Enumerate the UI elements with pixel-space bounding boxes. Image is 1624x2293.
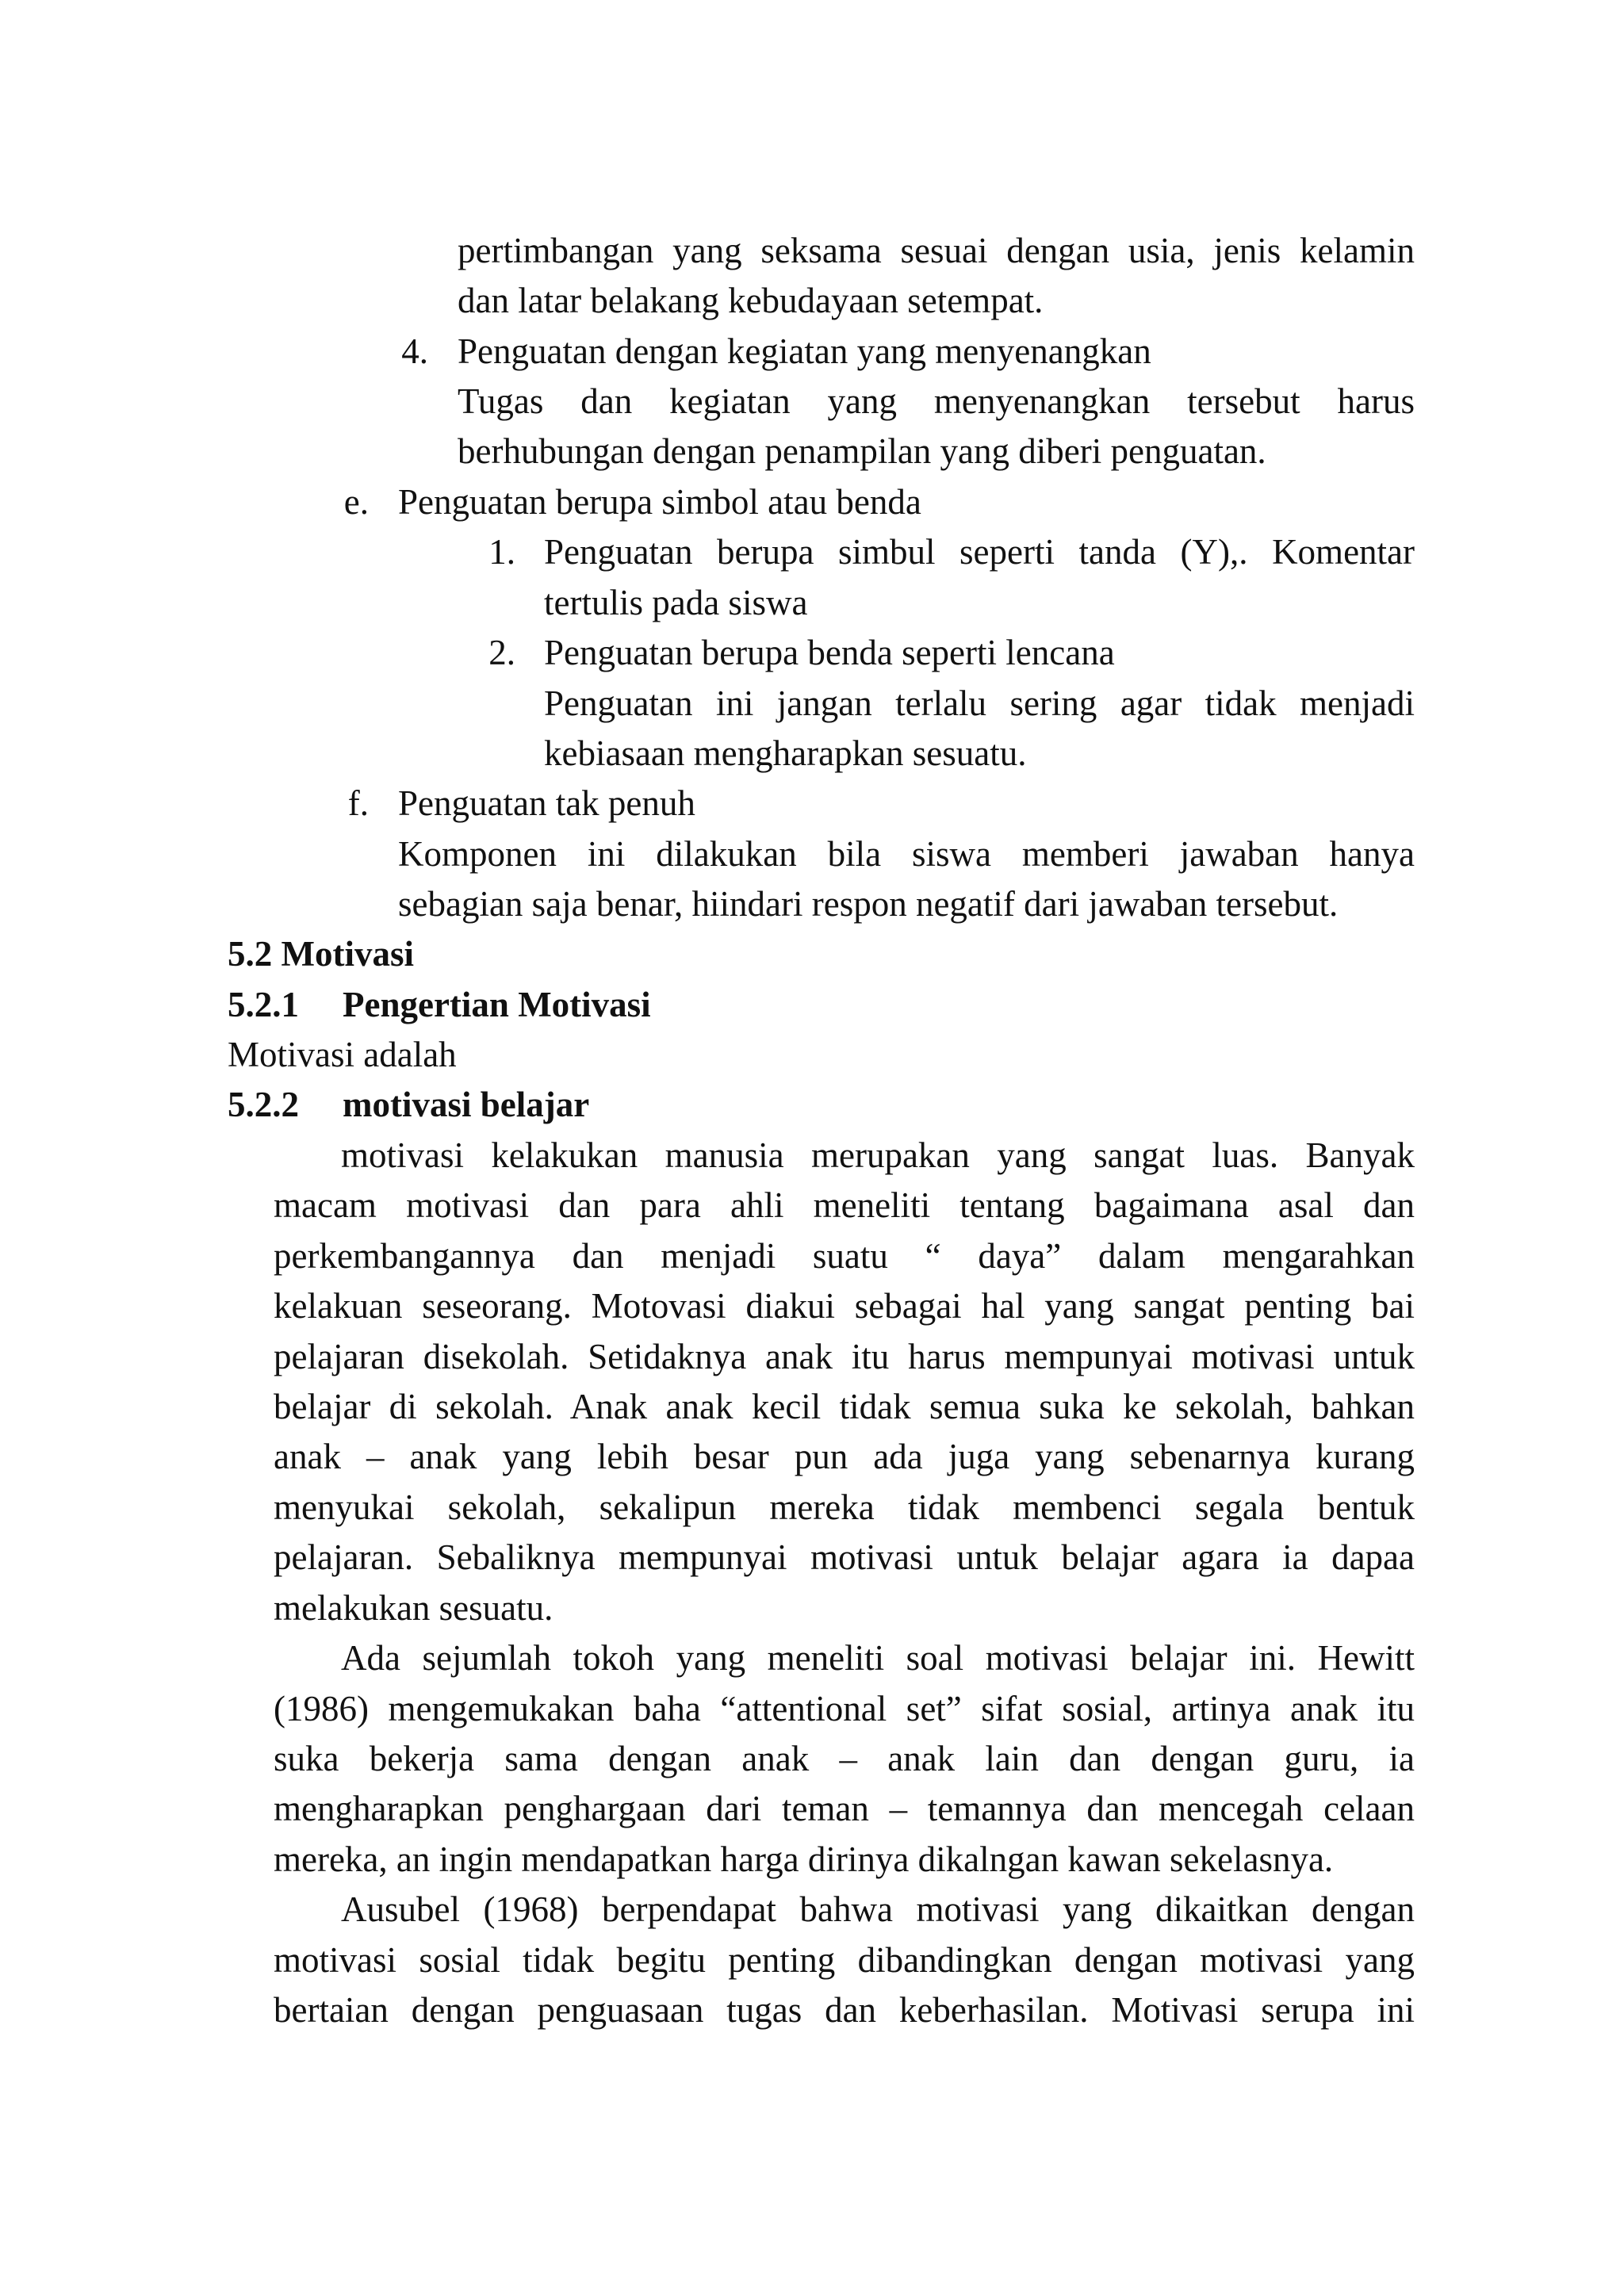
para2-line-5: mereka, an ingin mendapatkan harga dirinya dikalngan kawan sekelasnya. xyxy=(274,1839,1334,1879)
para3-line-1: Ausubel (1968) berpendapat bahwa motivasi yang dikaitkan dengan xyxy=(341,1889,1415,1929)
item-e-sub1-line-2: tertulis pada siswa xyxy=(544,583,808,622)
item-e-sub1-line-1: Penguatan berupa simbul seperti tanda (Y),. Komentar xyxy=(544,532,1415,572)
section-5-2-1-title: Pengertian Motivasi xyxy=(343,985,651,1024)
list-number-2: 2. xyxy=(488,633,515,672)
item-e-title: Penguatan berupa simbol atau benda xyxy=(398,482,921,522)
section-5-2-2-number: 5.2.2 xyxy=(228,1085,299,1124)
section-5-2-1-number: 5.2.1 xyxy=(228,985,299,1024)
para3-line-2: motivasi sosial tidak begitu penting dibandingkan dengan motivasi yang xyxy=(274,1940,1415,1980)
para2-line-1: Ada sejumlah tokoh yang meneliti soal motivasi belajar ini. Hewitt xyxy=(341,1638,1415,1678)
para1-line-10: melakukan sesuatu. xyxy=(274,1588,553,1628)
section-5-2-heading: 5.2 Motivasi xyxy=(228,934,414,974)
para3-line-3: bertaian dengan penguasaan tugas dan keberhasilan. Motivasi serupa ini xyxy=(274,1990,1415,2030)
item-f-title: Penguatan tak penuh xyxy=(398,783,695,823)
para1-line-3: perkembangannya dan menjadi suatu “ daya” dalam mengarahkan xyxy=(274,1236,1415,1276)
item-f-body-line-1: Komponen ini dilakukan bila siswa memberi jawaban hanya xyxy=(398,834,1415,874)
para2-line-2: (1986) mengemukakan baha “attentional set” sifat sosial, artinya anak itu xyxy=(274,1689,1415,1728)
list-d-tail-line-1: pertimbangan yang seksama sesuai dengan usia, jenis kelamin xyxy=(458,231,1415,270)
list-marker-f: f. xyxy=(347,783,369,823)
para1-line-5: pelajaran disekolah. Setidaknya anak itu harus mempunyai motivasi untuk xyxy=(274,1337,1415,1376)
para1-line-2: macam motivasi dan para ahli meneliti tentang bagaimana asal dan xyxy=(274,1185,1415,1225)
item4-body-line-1: Tugas dan kegiatan yang menyenangkan tersebut harus xyxy=(458,381,1415,421)
para2-line-4: mengharapkan penghargaan dari teman – temannya dan mencegah celaan xyxy=(274,1789,1415,1828)
list-d-tail-line-2: dan latar belakang kebudayaan setempat. xyxy=(458,281,1044,320)
para1-line-6: belajar di sekolah. Anak anak kecil tidak semua suka ke sekolah, bahkan xyxy=(274,1387,1415,1426)
list-number-1: 1. xyxy=(488,532,515,572)
list-marker-e: e. xyxy=(343,482,369,522)
section-5-2-1-body: Motivasi adalah xyxy=(228,1035,457,1074)
item4-title: Penguatan dengan kegiatan yang menyenangkan xyxy=(458,331,1151,371)
item-f-body-line-2: sebagian saja benar, hiindari respon negatif dari jawaban tersebut. xyxy=(398,884,1339,924)
list-number-4: 4. xyxy=(401,331,428,371)
para1-line-8: menyukai sekolah, sekalipun mereka tidak membenci segala bentuk xyxy=(274,1487,1415,1527)
para1-line-4: kelakuan seseorang. Motovasi diakui sebagai hal yang sangat penting bai xyxy=(274,1286,1415,1326)
item4-body-line-2: berhubungan dengan penampilan yang diberi penguatan. xyxy=(458,431,1266,471)
para1-line-9: pelajaran. Sebaliknya mempunyai motivasi untuk belajar agara ia dapaa xyxy=(274,1537,1415,1577)
item-e-sub2-line-2: kebiasaan mengharapkan sesuatu. xyxy=(544,733,1027,773)
section-5-2-2-title: motivasi belajar xyxy=(343,1085,590,1124)
item-e-sub2-line-1: Penguatan ini jangan terlalu sering agar tidak menjadi xyxy=(544,683,1415,723)
para1-line-7: anak – anak yang lebih besar pun ada juga yang sebenarnya kurang xyxy=(274,1437,1415,1476)
para1-line-1: motivasi kelakukan manusia merupakan yang sangat luas. Banyak xyxy=(341,1135,1415,1175)
para2-line-3: suka bekerja sama dengan anak – anak lain dan dengan guru, ia xyxy=(274,1739,1415,1778)
item-e-sub2-title: Penguatan berupa benda seperti lencana xyxy=(544,633,1115,672)
